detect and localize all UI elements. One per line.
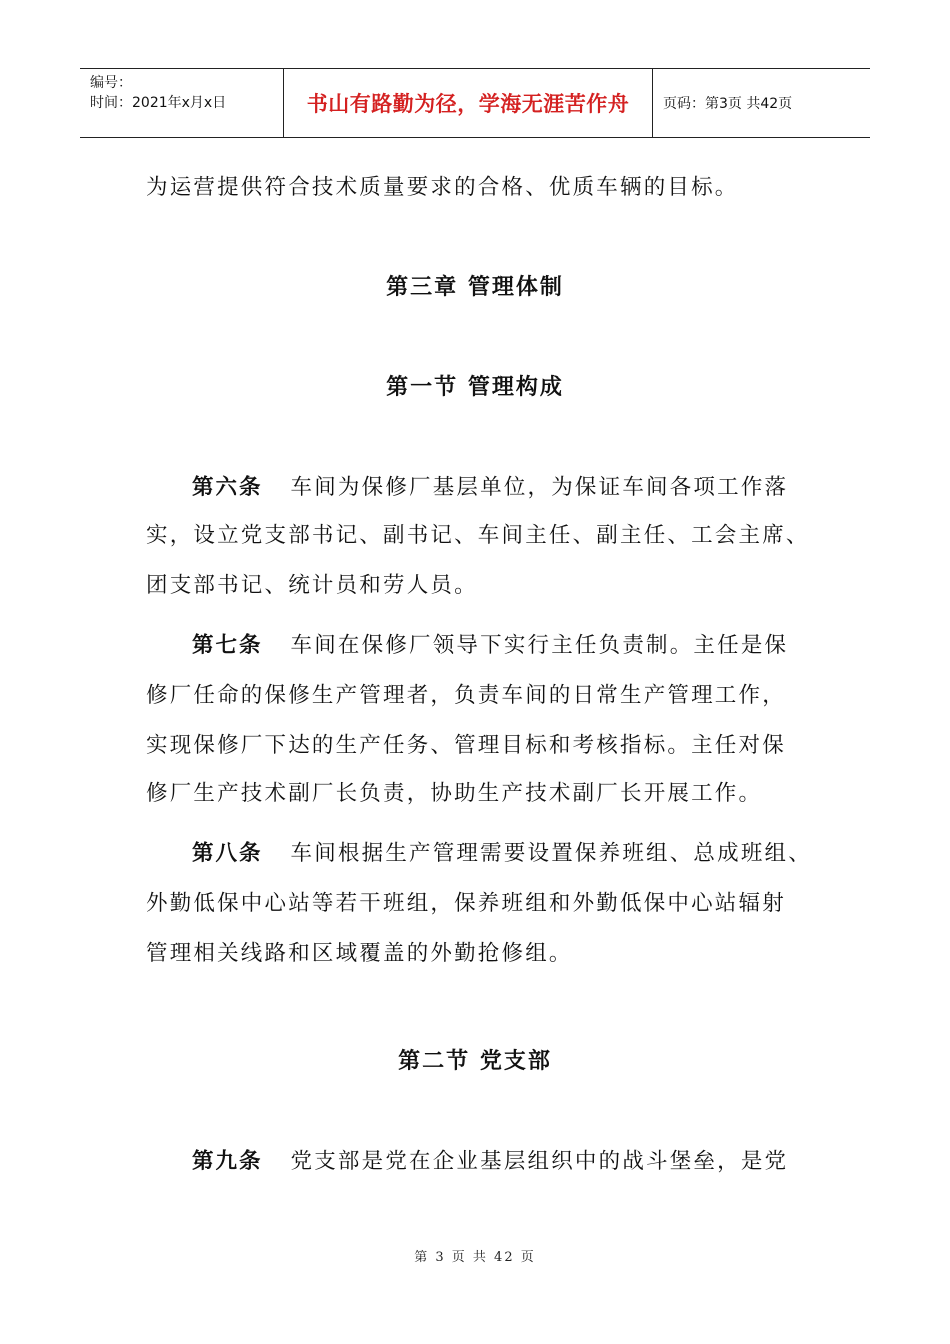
article-7-line-2: 修厂任命的保修生产管理者，负责车间的日常生产管理工作， <box>146 683 786 708</box>
article-9-text-1: 党支部是党在企业基层组织中的战斗堡垒，是党 <box>290 1149 789 1174</box>
article-6-text-1: 车间为保修厂基层单位，为保证车间各项工作落 <box>290 475 789 500</box>
article-7-line-3: 实现保修厂下达的生产任务、管理目标和考核指标。主任对保 <box>146 733 786 758</box>
article-8-line-3: 管理相关线路和区域覆盖的外勤抢修组。 <box>146 941 573 966</box>
page-footer: 第 3 页 共 42 页 <box>414 1250 536 1265</box>
article-8-text-1: 车间根据生产管理需要设置保养班组、总成班组、 <box>290 841 812 866</box>
article-7-label: 第七条 <box>192 633 263 658</box>
article-7-text-1: 车间在保修厂领导下实行主任负责制。主任是保 <box>290 633 789 658</box>
article-9-line-1 <box>192 1144 788 1175</box>
article-6-line-3: 团支部书记、统计员和劳人员。 <box>146 573 478 598</box>
section-title-1: 第一节 管理构成 <box>386 375 564 400</box>
section-title-2: 第二节 党支部 <box>398 1049 552 1074</box>
continued-line: 为运营提供符合技术质量要求的合格、优质车辆的目标。 <box>146 175 739 200</box>
time-label: 时间：2021年x月x日 <box>90 95 227 111</box>
article-6-line-2: 实，设立党支部书记、副书记、车间主任、副主任、工会主席、 <box>146 523 810 548</box>
article-7-line-1 <box>192 628 788 659</box>
header-page-info: 页码：第3页 共42页 <box>663 96 793 112</box>
article-7-line-4: 修厂生产技术副厂长负责，协助生产技术副厂长开展工作。 <box>146 781 763 806</box>
article-8-line-1 <box>192 836 812 867</box>
article-8-line-2: 外勤低保中心站等若干班组，保养班组和外勤低保中心站辐射 <box>146 891 786 916</box>
article-6-label: 第六条 <box>192 475 263 500</box>
chapter-title: 第三章 管理体制 <box>386 275 564 300</box>
document-header <box>80 68 870 138</box>
article-9-label: 第九条 <box>192 1149 263 1174</box>
header-motto: 书山有路勤为径，学海无涯苦作舟 <box>283 69 653 137</box>
header-meta <box>80 69 283 137</box>
article-8-label: 第八条 <box>192 841 263 866</box>
article-6-line-1 <box>192 470 788 501</box>
number-label: 编号： <box>90 75 132 91</box>
